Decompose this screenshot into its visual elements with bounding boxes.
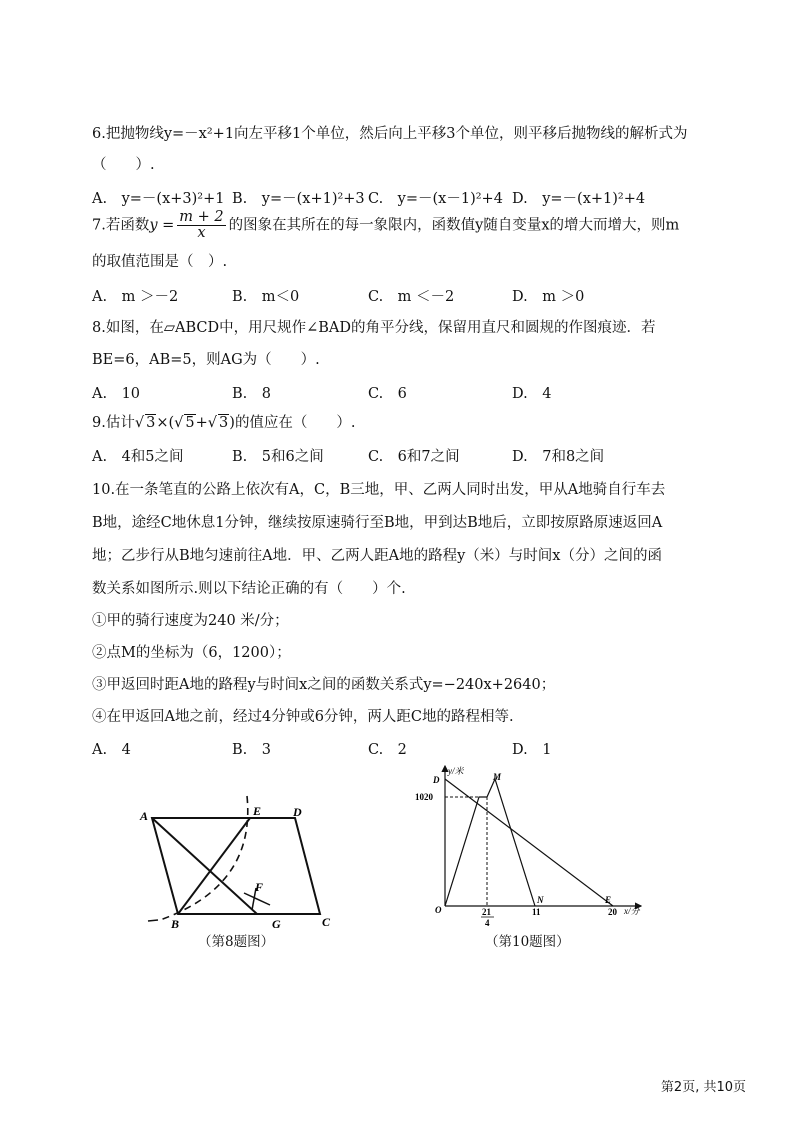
segment-ag bbox=[152, 818, 257, 914]
q8-stem: 8.如图，在▱ABCD中，用尺规作∠BAD的角平分线，保留用直尺和圆规的作图痕迹．若 bbox=[92, 320, 656, 336]
q10-item-4: ④在甲返回A地之前，经过4分钟或6分钟，两人距C地的路程相等. bbox=[92, 709, 514, 725]
q10-option-a: A. 4 bbox=[92, 742, 131, 758]
q7-y-eq: y = bbox=[149, 217, 175, 234]
q9-option-d: D. 7和8之间 bbox=[512, 449, 605, 465]
y-axis-label: y/米 bbox=[448, 766, 464, 776]
label-e: E bbox=[253, 804, 262, 818]
tick-11: 11 bbox=[532, 907, 541, 917]
q6-option-d: D. y=－(x+1)²+4 bbox=[512, 191, 646, 207]
q9-option-b: B. 5和6之间 bbox=[232, 449, 324, 465]
q8-option-a: A. 10 bbox=[92, 386, 141, 402]
q9-prefix: 9.估计 bbox=[92, 415, 135, 431]
q10-item-2: ②点M的坐标为（6，1200）； bbox=[92, 645, 291, 661]
q6-option-c: C. y=－(x－1)²+4 bbox=[368, 191, 503, 207]
q9-option-c: C. 6和7之间 bbox=[368, 449, 460, 465]
q9-root-1: 3 bbox=[146, 415, 156, 431]
q8-option-b: B. 8 bbox=[232, 386, 271, 402]
q9-times: ×( bbox=[156, 415, 175, 431]
label-g: G bbox=[272, 917, 281, 931]
figure-8-parallelogram bbox=[130, 790, 350, 940]
q10-option-c: C. 2 bbox=[368, 742, 407, 758]
q6-option-a: A. y=－(x+3)²+1 bbox=[92, 191, 225, 207]
q7-prefix: 7.若函数 bbox=[92, 217, 150, 234]
figure-8-caption: （第8题图） bbox=[198, 934, 275, 950]
label-c: C bbox=[322, 915, 331, 929]
figure-10-caption: （第10题图） bbox=[485, 934, 570, 950]
segment-be bbox=[178, 818, 250, 914]
q7-fraction bbox=[177, 210, 225, 241]
q9-root-3: 3 bbox=[219, 415, 229, 431]
q10-line-2: B地，途经C地休息1分钟，继续按原速骑行至B地，甲到达B地后，立即按原路原速返回A bbox=[92, 515, 663, 531]
q7-option-c: C. m ＜－2 bbox=[368, 289, 455, 305]
q8-option-c: C. 6 bbox=[368, 386, 407, 402]
q9-close: ) bbox=[229, 415, 235, 431]
q7-suffix: 的图象在其所在的每一象限内，函数值y随自变量x的增大而增大，则m bbox=[228, 217, 680, 234]
q6-stem: 6.把抛物线y=－x²+1向左平移1个单位，然后向上平移3个单位，则平移后抛物线的解析式为 bbox=[92, 126, 688, 142]
q10-option-d: D. 1 bbox=[512, 742, 552, 758]
label-b: B bbox=[171, 917, 180, 931]
q7-frac-num: m + 2 bbox=[179, 209, 224, 225]
tick-1020: 1020 bbox=[415, 792, 433, 802]
label-e: E bbox=[605, 895, 612, 905]
q10-line-3: 地；乙步行从B地匀速前往A地．甲、乙两人距A地的路程y（米）与时间x（分）之间的函 bbox=[92, 548, 662, 564]
label-m: M bbox=[493, 772, 502, 782]
q9-option-a: A. 4和5之间 bbox=[92, 449, 184, 465]
arc-tick-left bbox=[148, 920, 158, 921]
q9-stem: 9.估计√ 3×(√ 5+√ 3)的值应在（ ）. bbox=[92, 415, 356, 431]
label-n: N bbox=[537, 895, 544, 905]
label-f: F bbox=[255, 880, 264, 894]
label-a: A bbox=[140, 809, 149, 823]
label-d: D bbox=[433, 775, 440, 785]
tick-20: 20 bbox=[608, 907, 617, 917]
q10-item-1: ①甲的骑行速度为240 米/分； bbox=[92, 613, 289, 629]
q7-option-a: A. m ＞－2 bbox=[92, 289, 179, 305]
q7-stem-b: 的取值范围是（ ）. bbox=[92, 254, 228, 270]
q7-option-d: D. m ＞0 bbox=[512, 289, 585, 305]
q10-option-b: B. 3 bbox=[232, 742, 271, 758]
q10-item-3: ③甲返回时距A地的路程y与时间x之间的函数关系式y=−240x+2640； bbox=[92, 677, 556, 693]
q9-suffix: 的值应在（ ）. bbox=[234, 415, 356, 431]
page-footer: 第2页, 共10页 bbox=[660, 1080, 746, 1095]
tick-frac-den: 4 bbox=[485, 918, 490, 928]
q8-stem-b: BE=6，AB=5，则AG为（ ）. bbox=[92, 352, 320, 368]
label-d: D bbox=[293, 805, 302, 819]
compass-arc-dashed bbox=[160, 796, 248, 920]
q10-line-4: 数关系如图所示.则以下结论正确的有（ ）个. bbox=[92, 581, 406, 597]
x-axis-label: x/分 bbox=[624, 906, 640, 916]
q8-option-d: D. 4 bbox=[512, 386, 552, 402]
q10-line-1: 10.在一条笔直的公路上依次有A，C，B三地，甲、乙两人同时出发，甲从A地骑自行车去 bbox=[92, 482, 666, 498]
q9-root-2: 5 bbox=[185, 415, 195, 431]
label-o: O bbox=[435, 905, 442, 915]
parallelogram-abcd bbox=[152, 818, 320, 914]
jia-path bbox=[445, 779, 535, 906]
q7-frac-den: x bbox=[197, 225, 206, 242]
q7-stem bbox=[92, 210, 679, 241]
q9-plus: + bbox=[195, 415, 208, 431]
q6-stem-paren: （ ）. bbox=[92, 157, 155, 173]
tick-frac-num: 21 bbox=[482, 907, 491, 917]
q6-option-b: B. y=－(x+1)²+3 bbox=[232, 191, 365, 207]
q7-option-b: B. m＜0 bbox=[232, 289, 300, 305]
figure-10-graph bbox=[395, 762, 665, 932]
